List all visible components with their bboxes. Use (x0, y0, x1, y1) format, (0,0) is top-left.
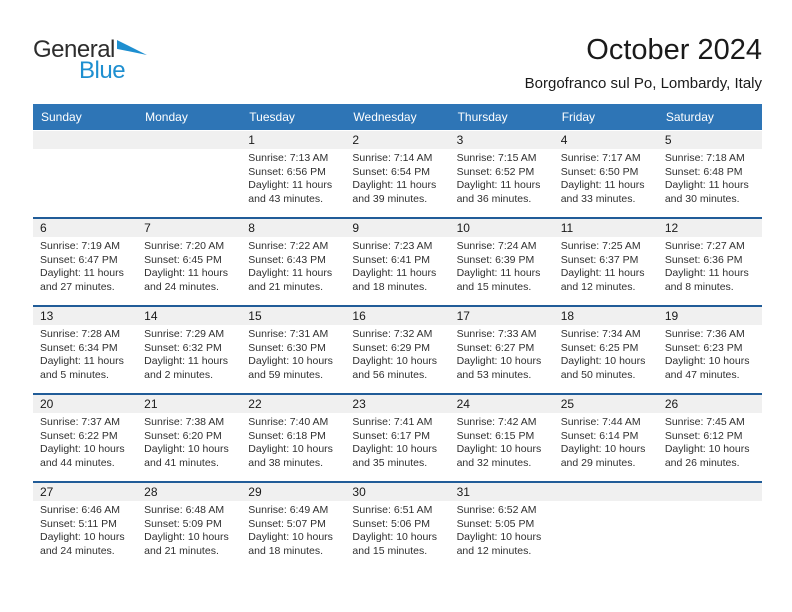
day-details (658, 325, 762, 382)
daylight-text-line1: Daylight: 11 hours (456, 179, 541, 191)
daylight-text-line2: and 56 minutes. (352, 368, 428, 381)
day-cell-7 (137, 219, 241, 305)
day-details (450, 149, 554, 206)
sunrise-text: Sunrise: 7:20 AM (144, 240, 225, 252)
day-number: 25 (554, 395, 658, 413)
sunset-text: Sunset: 6:48 PM (664, 165, 743, 178)
sunset-text: Sunset: 6:54 PM (352, 165, 431, 178)
sunset-text: Sunset: 5:11 PM (40, 517, 117, 530)
sunrise-text: Sunrise: 7:14 AM (352, 152, 433, 164)
weekday-header-wednesday: Wednesday (353, 110, 417, 124)
day-details (345, 149, 449, 206)
daylight-text-line1: Daylight: 11 hours (248, 267, 333, 279)
day-cell-19 (658, 307, 762, 393)
sunrise-text: Sunrise: 7:34 AM (560, 328, 641, 340)
sunrise-text: Sunrise: 7:33 AM (456, 328, 537, 340)
day-cell-2 (345, 131, 449, 217)
daylight-text-line1: Daylight: 11 hours (40, 355, 124, 367)
sunset-text: Sunset: 6:18 PM (248, 429, 326, 442)
sunset-text: Sunset: 6:56 PM (248, 165, 326, 178)
daylight-text-line1: Daylight: 10 hours (248, 443, 333, 455)
day-details (554, 325, 658, 382)
day-number: 7 (137, 219, 241, 237)
day-details (345, 237, 449, 294)
sunrise-text: Sunrise: 7:25 AM (560, 240, 641, 252)
sunset-text: Sunset: 6:20 PM (144, 429, 222, 442)
daylight-text-line1: Daylight: 10 hours (40, 443, 125, 455)
day-number: 6 (33, 219, 137, 237)
day-cell-31 (450, 483, 554, 569)
daylight-text-line2: and 39 minutes. (352, 192, 428, 205)
daylight-text-line1: Daylight: 10 hours (456, 355, 542, 367)
daylight-text-line2: and 43 minutes. (248, 192, 323, 205)
daylight-text-line1: Daylight: 11 hours (248, 179, 333, 191)
day-details (345, 325, 449, 382)
daylight-text-line2: and 12 minutes. (456, 544, 532, 557)
day-details (241, 149, 345, 206)
daylight-text-line1: Daylight: 10 hours (664, 443, 750, 455)
day-number: 8 (241, 219, 345, 237)
daylight-text-line1: Daylight: 10 hours (456, 443, 542, 455)
day-number: 18 (554, 307, 658, 325)
day-number: 19 (658, 307, 762, 325)
daylight-text-line2: and 21 minutes. (248, 280, 323, 293)
day-number: 28 (137, 483, 241, 501)
daylight-text-line2: and 53 minutes. (456, 368, 532, 381)
day-details (658, 149, 762, 206)
sunset-text: Sunset: 6:17 PM (352, 429, 431, 442)
daylight-text-line2: and 15 minutes. (456, 280, 532, 293)
daylight-text-line1: Daylight: 10 hours (144, 443, 229, 455)
sunrise-text: Sunrise: 7:28 AM (40, 328, 120, 340)
sunset-text: Sunset: 5:05 PM (456, 517, 535, 530)
daylight-text-line2: and 50 minutes. (560, 368, 636, 381)
day-details (658, 501, 762, 504)
day-cell-23 (345, 395, 449, 481)
sunrise-text: Sunrise: 7:17 AM (560, 152, 641, 164)
daylight-text-line2: and 38 minutes. (248, 456, 323, 469)
day-number: 9 (345, 219, 449, 237)
daylight-text-line2: and 59 minutes. (248, 368, 323, 381)
day-number (658, 483, 762, 501)
day-number: 3 (450, 131, 554, 149)
day-cell-1 (241, 131, 345, 217)
weekday-header-sunday: Sunday (41, 110, 82, 124)
sunset-text: Sunset: 6:37 PM (560, 253, 639, 266)
sunset-text: Sunset: 5:06 PM (352, 517, 431, 530)
daylight-text-line1: Daylight: 10 hours (352, 355, 438, 367)
calendar-table (33, 104, 762, 569)
day-cell-3 (450, 131, 554, 217)
day-details (241, 413, 345, 470)
weekday-header-thursday: Thursday (457, 110, 508, 124)
day-details (345, 413, 449, 470)
sunrise-text: Sunrise: 6:52 AM (456, 504, 537, 516)
daylight-text-line1: Daylight: 10 hours (144, 531, 229, 543)
logo-triangle-icon (117, 40, 147, 57)
day-details (33, 413, 137, 470)
sunrise-text: Sunrise: 7:19 AM (40, 240, 120, 252)
day-cell-29 (241, 483, 345, 569)
day-details (137, 501, 241, 558)
day-details (33, 325, 137, 382)
day-details (137, 149, 241, 152)
empty-day-cell (137, 131, 241, 217)
sunrise-text: Sunrise: 7:37 AM (40, 416, 120, 428)
sunrise-text: Sunrise: 6:49 AM (248, 504, 329, 516)
day-cell-27 (33, 483, 137, 569)
sunset-text: Sunset: 6:47 PM (40, 253, 118, 266)
sunset-text: Sunset: 6:41 PM (352, 253, 431, 266)
daylight-text-line2: and 26 minutes. (664, 456, 740, 469)
sunset-text: Sunset: 6:39 PM (456, 253, 535, 266)
sunset-text: Sunset: 6:32 PM (144, 341, 222, 354)
day-cell-28 (137, 483, 241, 569)
day-cell-10 (450, 219, 554, 305)
sunset-text: Sunset: 6:50 PM (560, 165, 639, 178)
daylight-text-line1: Daylight: 11 hours (144, 267, 228, 279)
day-details (658, 237, 762, 294)
sunrise-text: Sunrise: 7:32 AM (352, 328, 433, 340)
calendar-grid (33, 131, 762, 569)
general-blue-logo (33, 38, 147, 83)
sunset-text: Sunset: 6:36 PM (664, 253, 743, 266)
day-cell-16 (345, 307, 449, 393)
day-number: 11 (554, 219, 658, 237)
sunset-text: Sunset: 6:29 PM (352, 341, 431, 354)
day-cell-18 (554, 307, 658, 393)
day-details (450, 325, 554, 382)
day-number: 17 (450, 307, 554, 325)
week-row-2 (33, 217, 762, 305)
day-number: 23 (345, 395, 449, 413)
day-cell-13 (33, 307, 137, 393)
day-details (137, 325, 241, 382)
sunrise-text: Sunrise: 7:23 AM (352, 240, 433, 252)
day-cell-14 (137, 307, 241, 393)
sunrise-text: Sunrise: 7:42 AM (456, 416, 537, 428)
sunrise-text: Sunrise: 7:27 AM (664, 240, 745, 252)
day-details (450, 237, 554, 294)
daylight-text-line2: and 36 minutes. (456, 192, 532, 205)
day-cell-4 (554, 131, 658, 217)
day-number: 30 (345, 483, 449, 501)
daylight-text-line1: Daylight: 10 hours (248, 355, 333, 367)
day-cell-15 (241, 307, 345, 393)
day-cell-24 (450, 395, 554, 481)
day-details (450, 501, 554, 558)
day-number: 16 (345, 307, 449, 325)
day-details (33, 149, 137, 152)
day-details (658, 413, 762, 470)
day-number: 21 (137, 395, 241, 413)
day-number: 2 (345, 131, 449, 149)
daylight-text-line1: Daylight: 11 hours (560, 267, 645, 279)
day-cell-12 (658, 219, 762, 305)
sunrise-text: Sunrise: 7:15 AM (456, 152, 537, 164)
day-cell-26 (658, 395, 762, 481)
sunrise-text: Sunrise: 6:51 AM (352, 504, 433, 516)
day-number: 31 (450, 483, 554, 501)
day-details (241, 501, 345, 558)
weekday-header-friday: Friday (561, 110, 596, 124)
empty-day-cell (33, 131, 137, 217)
sunrise-text: Sunrise: 7:41 AM (352, 416, 433, 428)
day-number: 20 (33, 395, 137, 413)
day-number (33, 131, 137, 149)
week-row-3 (33, 305, 762, 393)
daylight-text-line2: and 30 minutes. (664, 192, 740, 205)
day-cell-30 (345, 483, 449, 569)
day-details (554, 501, 658, 504)
sunrise-text: Sunrise: 7:24 AM (456, 240, 537, 252)
daylight-text-line1: Daylight: 10 hours (352, 443, 438, 455)
day-cell-20 (33, 395, 137, 481)
day-number: 26 (658, 395, 762, 413)
day-number: 14 (137, 307, 241, 325)
sunrise-text: Sunrise: 7:45 AM (664, 416, 745, 428)
sunrise-text: Sunrise: 7:13 AM (248, 152, 329, 164)
sunrise-text: Sunrise: 7:36 AM (664, 328, 745, 340)
daylight-text-line2: and 24 minutes. (40, 544, 115, 557)
sunrise-text: Sunrise: 7:38 AM (144, 416, 225, 428)
week-row-1 (33, 131, 762, 217)
month-title: October 2024 (586, 34, 762, 66)
day-cell-22 (241, 395, 345, 481)
sunset-text: Sunset: 6:52 PM (456, 165, 535, 178)
daylight-text-line2: and 35 minutes. (352, 456, 428, 469)
daylight-text-line2: and 29 minutes. (560, 456, 636, 469)
day-number: 15 (241, 307, 345, 325)
sunset-text: Sunset: 6:30 PM (248, 341, 326, 354)
day-number: 5 (658, 131, 762, 149)
logo-text-general: General (33, 36, 115, 63)
sunrise-text: Sunrise: 7:29 AM (144, 328, 225, 340)
daylight-text-line2: and 27 minutes. (40, 280, 115, 293)
day-number: 10 (450, 219, 554, 237)
daylight-text-line2: and 18 minutes. (248, 544, 323, 557)
daylight-text-line2: and 15 minutes. (352, 544, 428, 557)
sunset-text: Sunset: 6:43 PM (248, 253, 326, 266)
day-cell-9 (345, 219, 449, 305)
day-cell-11 (554, 219, 658, 305)
day-number (137, 131, 241, 149)
sunrise-text: Sunrise: 7:18 AM (664, 152, 745, 164)
daylight-text-line2: and 47 minutes. (664, 368, 740, 381)
daylight-text-line1: Daylight: 11 hours (560, 179, 645, 191)
sunset-text: Sunset: 6:27 PM (456, 341, 535, 354)
daylight-text-line1: Daylight: 11 hours (352, 267, 437, 279)
day-cell-5 (658, 131, 762, 217)
sunrise-text: Sunrise: 6:46 AM (40, 504, 120, 516)
day-number: 29 (241, 483, 345, 501)
week-row-5 (33, 481, 762, 569)
daylight-text-line2: and 21 minutes. (144, 544, 219, 557)
day-number: 4 (554, 131, 658, 149)
daylight-text-line1: Daylight: 11 hours (144, 355, 228, 367)
daylight-text-line1: Daylight: 11 hours (352, 179, 437, 191)
day-cell-6 (33, 219, 137, 305)
day-details (345, 501, 449, 558)
daylight-text-line2: and 12 minutes. (560, 280, 636, 293)
daylight-text-line1: Daylight: 10 hours (248, 531, 333, 543)
daylight-text-line2: and 24 minutes. (144, 280, 219, 293)
sunset-text: Sunset: 5:07 PM (248, 517, 326, 530)
sunrise-text: Sunrise: 7:40 AM (248, 416, 329, 428)
daylight-text-line1: Daylight: 11 hours (664, 267, 749, 279)
sunset-text: Sunset: 5:09 PM (144, 517, 222, 530)
sunset-text: Sunset: 6:45 PM (144, 253, 222, 266)
daylight-text-line2: and 33 minutes. (560, 192, 636, 205)
daylight-text-line1: Daylight: 10 hours (560, 443, 646, 455)
daylight-text-line1: Daylight: 11 hours (456, 267, 541, 279)
sunset-text: Sunset: 6:22 PM (40, 429, 118, 442)
day-details (241, 237, 345, 294)
weekday-header-row (33, 104, 762, 130)
day-details (554, 413, 658, 470)
daylight-text-line1: Daylight: 10 hours (664, 355, 750, 367)
day-cell-8 (241, 219, 345, 305)
sunset-text: Sunset: 6:34 PM (40, 341, 118, 354)
day-details (554, 149, 658, 206)
daylight-text-line1: Daylight: 11 hours (664, 179, 749, 191)
day-number: 13 (33, 307, 137, 325)
day-number: 12 (658, 219, 762, 237)
sunrise-text: Sunrise: 7:22 AM (248, 240, 329, 252)
sunset-text: Sunset: 6:23 PM (664, 341, 743, 354)
daylight-text-line1: Daylight: 11 hours (40, 267, 124, 279)
day-details (137, 413, 241, 470)
daylight-text-line2: and 18 minutes. (352, 280, 428, 293)
weekday-header-tuesday: Tuesday (249, 110, 295, 124)
sunset-text: Sunset: 6:25 PM (560, 341, 639, 354)
sunset-text: Sunset: 6:14 PM (560, 429, 639, 442)
day-number: 22 (241, 395, 345, 413)
logo-text-blue: Blue (79, 57, 126, 84)
sunrise-text: Sunrise: 7:44 AM (560, 416, 641, 428)
weekday-header-monday: Monday (145, 110, 188, 124)
daylight-text-line1: Daylight: 10 hours (560, 355, 646, 367)
day-cell-17 (450, 307, 554, 393)
sunrise-text: Sunrise: 6:48 AM (144, 504, 225, 516)
daylight-text-line1: Daylight: 10 hours (352, 531, 438, 543)
daylight-text-line2: and 44 minutes. (40, 456, 115, 469)
day-details (450, 413, 554, 470)
day-details (241, 325, 345, 382)
daylight-text-line2: and 2 minutes. (144, 368, 214, 381)
sunset-text: Sunset: 6:15 PM (456, 429, 535, 442)
sunset-text: Sunset: 6:12 PM (664, 429, 743, 442)
daylight-text-line2: and 32 minutes. (456, 456, 532, 469)
sunrise-text: Sunrise: 7:31 AM (248, 328, 329, 340)
daylight-text-line2: and 8 minutes. (664, 280, 734, 293)
day-number: 27 (33, 483, 137, 501)
day-number (554, 483, 658, 501)
daylight-text-line2: and 41 minutes. (144, 456, 219, 469)
day-details (554, 237, 658, 294)
daylight-text-line1: Daylight: 10 hours (456, 531, 542, 543)
daylight-text-line1: Daylight: 10 hours (40, 531, 125, 543)
location-subtitle: Borgofranco sul Po, Lombardy, Italy (524, 75, 762, 92)
empty-day-cell (658, 483, 762, 569)
day-cell-21 (137, 395, 241, 481)
day-details (137, 237, 241, 294)
day-number: 24 (450, 395, 554, 413)
weekday-header-saturday: Saturday (665, 110, 714, 124)
day-cell-25 (554, 395, 658, 481)
daylight-text-line2: and 5 minutes. (40, 368, 109, 381)
week-row-4 (33, 393, 762, 481)
day-details (33, 237, 137, 294)
empty-day-cell (554, 483, 658, 569)
day-number: 1 (241, 131, 345, 149)
day-details (33, 501, 137, 558)
